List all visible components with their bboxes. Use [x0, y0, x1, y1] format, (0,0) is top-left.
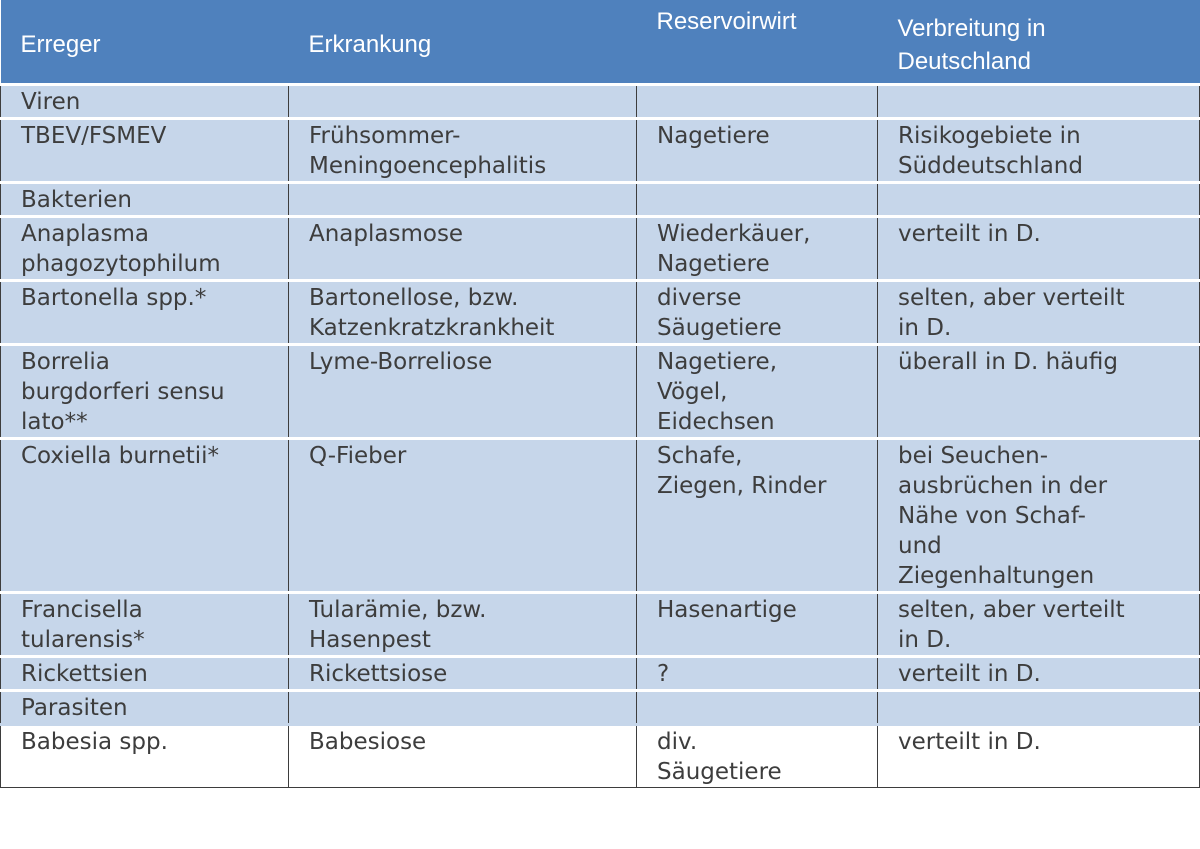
cell-reservoir: Nagetiere, Vögel, Eidechsen: [637, 344, 878, 438]
cell-verbreitung: selten, aber verteilt in D.: [878, 280, 1200, 344]
cell-reservoir: div. Säugetiere: [637, 724, 878, 787]
empty-cell: [289, 84, 637, 118]
cell-verbreitung: verteilt in D.: [878, 216, 1200, 280]
cell-erreger: Anaplasma phagozytophilum: [1, 216, 289, 280]
cell-reservoir: diverse Säugetiere: [637, 280, 878, 344]
group-row-bakterien: [1, 182, 1200, 216]
cell-verbreitung: verteilt in D.: [878, 724, 1200, 787]
table-row: [1, 656, 1200, 690]
table-row: [1, 344, 1200, 438]
cell-erkrankung: Lyme-Borreliose: [289, 344, 637, 438]
empty-cell: [637, 84, 878, 118]
group-row-parasiten: [1, 690, 1200, 724]
cell-reservoir: Nagetiere: [637, 118, 878, 182]
cell-erkrankung: Babesiose: [289, 724, 637, 787]
cell-erkrankung: Q-Fieber: [289, 438, 637, 592]
cell-erreger: Coxiella burnetii*: [1, 438, 289, 592]
empty-cell: [878, 182, 1200, 216]
empty-cell: [637, 690, 878, 724]
empty-cell: [289, 690, 637, 724]
header-erkrankung: Erkrankung: [289, 0, 637, 84]
group-label: Viren: [1, 84, 289, 118]
header-reservoirwirt: Reservoirwirt: [637, 0, 878, 84]
cell-erkrankung: Tularämie, bzw. Hasenpest: [289, 592, 637, 656]
cell-reservoir: Wiederkäuer, Nagetiere: [637, 216, 878, 280]
cell-erreger: Bartonella spp.*: [1, 280, 289, 344]
table-row: [1, 216, 1200, 280]
cell-erreger: Babesia spp.: [1, 724, 289, 787]
group-row-viren: [1, 84, 1200, 118]
empty-cell: [878, 84, 1200, 118]
group-label: Bakterien: [1, 182, 289, 216]
cell-reservoir: ?: [637, 656, 878, 690]
table-row: [1, 118, 1200, 182]
group-label: Parasiten: [1, 690, 289, 724]
table-row: [1, 724, 1200, 787]
cell-erkrankung: Bartonellose, bzw. Katzenkratzkrankheit: [289, 280, 637, 344]
empty-cell: [878, 690, 1200, 724]
cell-erkrankung: Frühsommer- Meningoencephalitis: [289, 118, 637, 182]
cell-erreger: Borrelia burgdorferi sensu lato**: [1, 344, 289, 438]
cell-verbreitung: bei Seuchen- ausbrüchen in der Nähe von Schaf- und Ziegenhaltungen: [878, 438, 1200, 592]
empty-cell: [637, 182, 878, 216]
table-row: [1, 592, 1200, 656]
empty-cell: [289, 182, 637, 216]
table-row: [1, 438, 1200, 592]
cell-erreger: TBEV/FSMEV: [1, 118, 289, 182]
table-row: [1, 280, 1200, 344]
cell-erkrankung: Anaplasmose: [289, 216, 637, 280]
cell-reservoir: Hasenartige: [637, 592, 878, 656]
cell-verbreitung: verteilt in D.: [878, 656, 1200, 690]
cell-erreger: Francisella tularensis*: [1, 592, 289, 656]
cell-reservoir: Schafe, Ziegen, Rinder: [637, 438, 878, 592]
header-row: [1, 0, 1200, 84]
cell-erkrankung: Rickettsiose: [289, 656, 637, 690]
cell-erreger: Rickettsien: [1, 656, 289, 690]
cell-verbreitung: überall in D. häufig: [878, 344, 1200, 438]
cell-verbreitung: selten, aber verteilt in D.: [878, 592, 1200, 656]
header-erreger: Erreger: [1, 0, 289, 84]
cell-verbreitung: Risikogebiete in Süddeutschland: [878, 118, 1200, 182]
header-verbreitung: Verbreitung in Deutschland: [878, 0, 1200, 84]
